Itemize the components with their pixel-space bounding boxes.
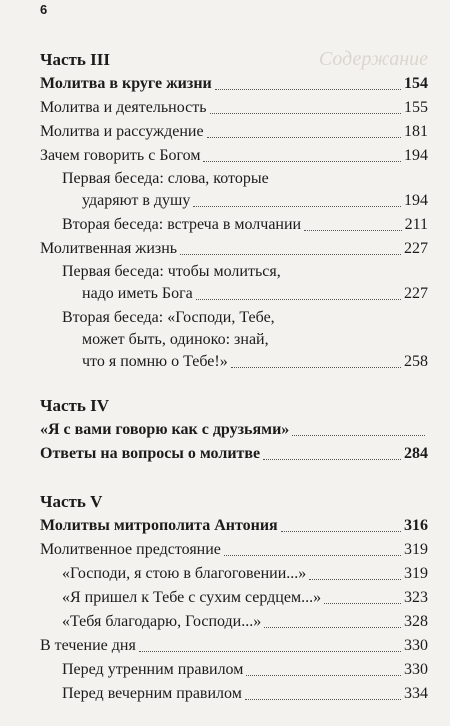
toc-subentry-first-talk[interactable] [62, 168, 428, 212]
toc-entry[interactable] [40, 97, 428, 119]
dot-leader [193, 206, 401, 207]
toc-entry-page: 334 [404, 685, 428, 702]
toc-entry-title: Ответы на вопросы о молитве [40, 445, 261, 462]
toc-entry[interactable] [40, 145, 428, 167]
page-number: 6 [40, 2, 48, 17]
toc-entry-prayer-life[interactable] [40, 238, 428, 260]
toc-subentry-morning[interactable] [62, 659, 428, 681]
dot-leader [281, 531, 401, 532]
toc-entry-title-line: Вторая беседа: «Господи, Тебе, [62, 309, 275, 326]
toc-entry-title: «Я с вами говорю как с друзьями» [40, 421, 290, 438]
toc-subentry-second-talk-2[interactable] [62, 307, 428, 373]
toc-entry-prayer-in-life[interactable] [40, 73, 428, 95]
toc-entry-presence[interactable] [40, 539, 428, 561]
toc-entry-page: 323 [404, 589, 428, 606]
toc-entry-title: «Господи, я стою в благоговении...» [62, 565, 307, 582]
toc-entry-page: 181 [404, 123, 428, 140]
bleed-through-heading: Содержание [318, 48, 428, 70]
toc-entry-page: 258 [404, 353, 428, 370]
toc-entry-title-line: Первая беседа: слова, которые [62, 170, 269, 187]
dot-leader [215, 89, 401, 90]
toc-entry-page: 194 [404, 192, 428, 209]
toc-entry-page: 330 [404, 661, 428, 678]
toc-subentry[interactable] [62, 611, 428, 633]
toc-entry[interactable] [40, 121, 428, 143]
dot-leader [292, 435, 425, 436]
toc-entry-title: Молитва и рассуждение [40, 123, 204, 140]
toc-entry-title: Зачем говорить с Богом [40, 147, 201, 164]
toc-subentry-evening[interactable] [62, 683, 428, 705]
toc-entry-page: 330 [404, 637, 428, 654]
toc-entry-page: 155 [404, 99, 428, 116]
toc-entry-page: 227 [404, 285, 428, 302]
dot-leader [139, 651, 401, 652]
dot-leader [224, 555, 401, 556]
dot-leader [207, 137, 401, 138]
dot-leader [196, 299, 401, 300]
toc-entry-title-line: может быть, одиноко: знай, [82, 331, 269, 348]
toc-entry-title: «Я пришел к Тебе с сухим сердцем...» [62, 589, 322, 606]
toc-entry-title: «Тебя благодарю, Господи...» [62, 613, 262, 630]
toc-entry-answers[interactable] [40, 443, 428, 465]
toc-subentry[interactable] [62, 587, 428, 609]
dot-leader [304, 230, 401, 231]
toc-entry-page: 211 [404, 216, 428, 233]
toc-entry-title: Перед утренним правилом [62, 661, 244, 678]
dot-leader [245, 699, 401, 700]
part-iii-heading: Часть III [40, 50, 110, 69]
toc-entry-title: Молитва и деятельность [40, 99, 207, 116]
toc-entry-title: Вторая беседа: встреча в молчании [62, 216, 302, 233]
toc-entry-page: 328 [404, 613, 428, 630]
toc-subentry-first-talk-2[interactable] [62, 261, 428, 305]
part-v-heading: Часть V [40, 492, 103, 511]
toc-entry-title: Молитвы митрополита Антония [40, 517, 278, 534]
dot-leader [180, 254, 401, 255]
toc-entry-title: Молитва в круге жизни [40, 75, 212, 92]
toc-entry-talk-with-friends[interactable] [40, 419, 428, 441]
toc-subentry-second-talk[interactable] [62, 214, 428, 236]
toc-entry-page: 194 [404, 147, 428, 164]
toc-entry-page: 319 [404, 541, 428, 558]
dot-leader [231, 367, 401, 368]
toc-entry-title: Молитвенная жизнь [40, 240, 178, 257]
dot-leader [309, 579, 401, 580]
toc-entry-title-line: ударяют в душу [82, 192, 191, 209]
toc-subentry[interactable] [62, 563, 428, 585]
toc-entry-during-day[interactable] [40, 635, 428, 657]
toc-entry-title: Перед вечерним правилом [62, 685, 242, 702]
dot-leader [210, 113, 402, 114]
dot-leader [246, 675, 401, 676]
part-iv-heading: Часть IV [40, 396, 110, 415]
toc-entry-title-line: что я помню о Тебе!» [82, 353, 228, 370]
toc-entry-title: В течение дня [40, 637, 136, 654]
toc-entry-page: 227 [404, 240, 428, 257]
dot-leader [264, 627, 401, 628]
toc-entry-title-line: Первая беседа: чтобы молиться, [62, 263, 281, 280]
dot-leader [263, 459, 401, 460]
toc-entry-page: 284 [404, 445, 428, 462]
toc-entry-page: 319 [404, 565, 428, 582]
dot-leader [203, 161, 401, 162]
toc-entry-prayers-metropolitan[interactable] [40, 515, 428, 537]
toc-entry-title-line: надо иметь Бога [82, 285, 193, 302]
dot-leader [324, 603, 401, 604]
toc-entry-page: 316 [404, 517, 428, 534]
toc-entry-title: Молитвенное предстояние [40, 541, 221, 558]
toc-entry-page: 154 [404, 75, 428, 92]
